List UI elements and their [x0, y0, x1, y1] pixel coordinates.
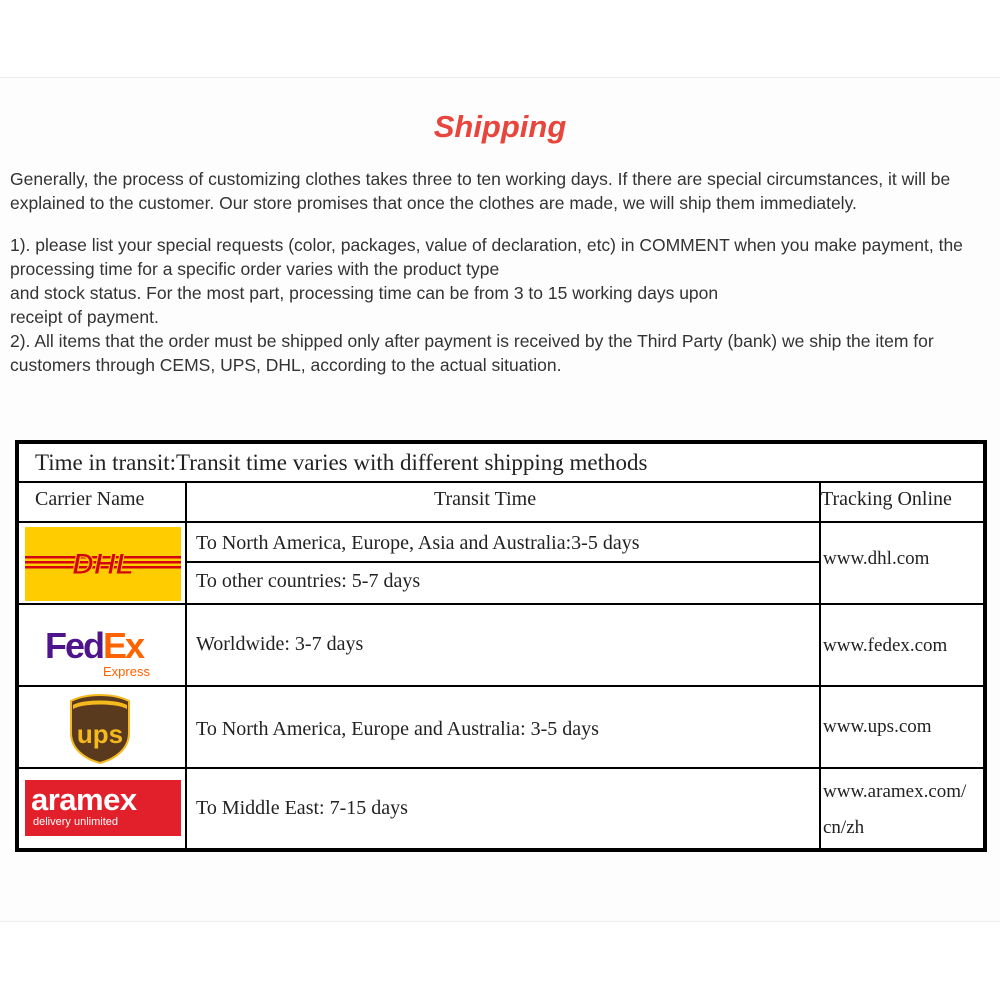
- table-divider: [19, 521, 983, 523]
- table-divider: [19, 481, 983, 483]
- policy-line: receipt of payment.: [10, 307, 159, 327]
- fedex-logo: FedEx: [45, 625, 144, 666]
- policy-line: 2). All items that the order must be shipped only after payment is received by the Third Party (bank) we ship the item for customers through CEMS, UPS, DHL, according to the actual situation.: [10, 331, 934, 375]
- tracking-url: www.dhl.com: [823, 548, 930, 569]
- transit-text: To Middle East: 7-15 days: [196, 797, 408, 819]
- transit-text: To North America, Europe and Australia: 3-5 days: [196, 718, 599, 740]
- tracking-url: www.ups.com: [823, 716, 932, 737]
- aramex-logo: [25, 780, 181, 836]
- header-carrier: Carrier Name: [35, 488, 145, 510]
- policy-line: and stock status. For the most part, processing time can be from 3 to 15 working days upon: [10, 283, 719, 303]
- dhl-logo: [25, 527, 181, 601]
- tracking-url: www.fedex.com: [823, 635, 948, 656]
- table-divider: [19, 685, 983, 687]
- intro-paragraph: Generally, the process of customizing clothes takes three to ten working days. If there are special circumstances, it will be explained to the customer. Our store promises that once the clothes are made, we will ship them immediately.: [10, 169, 951, 213]
- transit-text: To other countries: 5-7 days: [196, 570, 421, 592]
- table-divider: [19, 603, 983, 605]
- tracking-url: www.aramex.com/: [823, 781, 967, 802]
- table-divider: [187, 561, 819, 563]
- transit-text: Worldwide: 3-7 days: [196, 633, 364, 655]
- page-title: Shipping: [433, 109, 567, 144]
- shipping-table: [15, 440, 987, 852]
- tracking-url: cn/zh: [823, 817, 865, 838]
- ups-logo: [69, 693, 131, 765]
- table-divider: [819, 481, 821, 848]
- transit-text: To North America, Europe, Asia and Australia:3-5 days: [196, 532, 640, 554]
- aramex-wordmark: aramex: [31, 782, 137, 817]
- table-title: Time in transit:Transit time varies with different shipping methods: [35, 450, 648, 475]
- svg-text:DHL: DHL: [72, 548, 134, 581]
- fedex-express-label: Express: [103, 664, 150, 679]
- aramex-tagline: delivery unlimited: [33, 816, 118, 828]
- header-tracking: Tracking Online: [821, 488, 952, 510]
- svg-text:ups: ups: [76, 719, 124, 749]
- header-transit: Transit Time: [434, 488, 537, 510]
- table-divider: [19, 767, 983, 769]
- table-divider: [185, 481, 187, 848]
- policy-paragraph: [10, 233, 995, 377]
- policy-line: 1). please list your special requests (color, packages, value of declaration, etc) in COMMENT when you make payment, the processing time for a specific order varies with the product type: [10, 235, 963, 279]
